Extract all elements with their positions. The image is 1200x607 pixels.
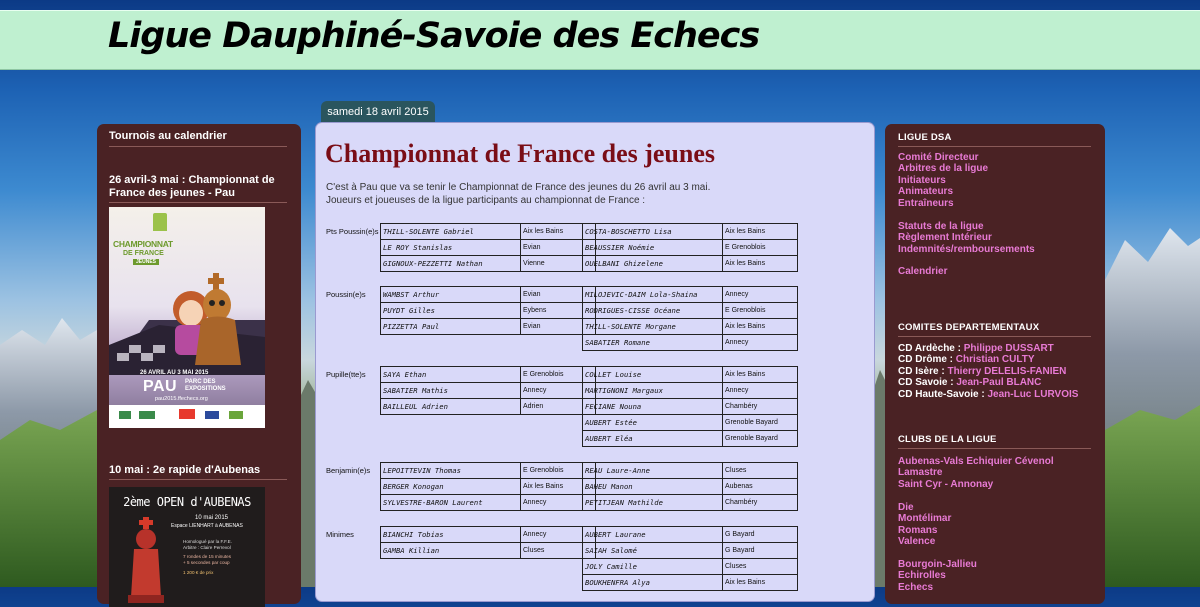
player-club: Grenoble Bayard: [723, 431, 798, 447]
player-club: Aix les Bains: [723, 224, 798, 240]
post-title[interactable]: Championnat de France des jeunes: [325, 139, 716, 168]
player-club: Cluses: [521, 543, 596, 559]
player-name: THILL-SOLENTE Morgane: [583, 319, 723, 335]
player-name: RODRIGUES-CISSE Océane: [583, 303, 723, 319]
player-row: [381, 224, 596, 240]
committee-haute-savoie: [898, 389, 1078, 400]
player-name: BAILLEUL Adrien: [381, 399, 521, 415]
player-row: [583, 383, 798, 399]
player-club: Cluses: [723, 559, 798, 575]
poster-dates: 26 AVRIL AU 3 MAI 2015: [140, 370, 209, 376]
left-sidebar: [97, 124, 301, 604]
player-name: SABATIER Mathis: [381, 383, 521, 399]
aubenas-date: 10 mai 2015: [195, 515, 229, 521]
committee-president-link[interactable]: Christian CULTY: [955, 354, 1035, 366]
link-arbitres[interactable]: Arbitres de la ligue: [898, 163, 989, 175]
player-row: [583, 240, 798, 256]
committee-label: CD Drôme :: [898, 354, 956, 366]
player-name: COLLET Louise: [583, 367, 723, 383]
player-club: Evian: [521, 240, 596, 256]
committee-drome: [898, 354, 1078, 365]
club-link[interactable]: Montélimar: [898, 513, 952, 525]
link-initiateurs[interactable]: Initiateurs: [898, 174, 946, 186]
player-club: E Grenoblois: [723, 240, 798, 256]
player-club: Aix les Bains: [521, 224, 596, 240]
aubenas-detail-2: Arbitre : Claire Perrevol: [183, 545, 231, 550]
post-intro: [326, 181, 786, 207]
ligue-links: [898, 152, 988, 209]
players-table-right: [582, 223, 798, 272]
player-name: BOUKHENFRA Alya: [583, 575, 723, 591]
player-club: E Grenoblois: [521, 367, 596, 383]
player-row: [381, 383, 596, 399]
link-animateurs[interactable]: Animateurs: [898, 186, 954, 198]
committee-isere: [898, 366, 1078, 377]
player-name: BAHEU Manon: [583, 479, 723, 495]
player-row: [381, 463, 596, 479]
ligue-docs-links: [898, 221, 1035, 255]
player-name: SAIAH Salomé: [583, 543, 723, 559]
section-heading-ligue: LIGUE DSA: [898, 132, 952, 143]
player-club: G Bayard: [723, 543, 798, 559]
category-label: Minimes: [326, 530, 354, 539]
player-name: BERGER Konogan: [381, 479, 521, 495]
player-row: [583, 335, 798, 351]
club-link[interactable]: Lamastre: [898, 467, 943, 479]
player-name: PUYDT Gilles: [381, 303, 521, 319]
chess-piece-artwork: [125, 517, 169, 607]
sponsor-logo-icon: [205, 411, 219, 419]
player-name: BIANCHI Tobias: [381, 527, 521, 543]
post-date-tab: samedi 18 avril 2015: [321, 101, 435, 124]
player-club: E Grenoblois: [723, 303, 798, 319]
category-label: Pts Poussin(e)s: [326, 227, 379, 236]
player-row: [583, 415, 798, 431]
club-link[interactable]: Valence: [898, 536, 936, 548]
player-club: Annecy: [723, 383, 798, 399]
aubenas-prize: 1 200 € de prix: [183, 570, 214, 575]
club-link[interactable]: Romans: [898, 524, 938, 536]
player-row: [583, 527, 798, 543]
club-link[interactable]: Die: [898, 502, 914, 513]
player-club: Vienne: [521, 256, 596, 272]
player-row: [381, 479, 596, 495]
divider: [109, 146, 287, 147]
site-header: [0, 10, 1200, 70]
category-label: Pupille(tte)s: [326, 370, 366, 379]
blog-post: [315, 122, 875, 602]
aubenas-details: [183, 539, 232, 576]
player-row: [583, 543, 798, 559]
sponsor-logo-icon: [179, 409, 195, 419]
player-club: Annecy: [521, 527, 596, 543]
poster-url: pau2015.ffechecs.org: [155, 396, 208, 402]
players-table-right: [582, 366, 798, 447]
player-club: Aubenas: [723, 479, 798, 495]
player-name: MILOJEVIC-DAIM Lola-Shaina: [583, 287, 723, 303]
poster-venue1: PARC DES: [185, 379, 216, 385]
player-row: [583, 495, 798, 511]
poster-artwork: [109, 265, 265, 370]
right-sidebar: [885, 124, 1105, 604]
link-comite-directeur[interactable]: Comité Directeur: [898, 152, 979, 163]
players-table-left: [380, 223, 596, 272]
club-link[interactable]: Saint Cyr - Annonay: [898, 478, 994, 490]
aubenas-poster-title: 2ème OPEN d'AUBENAS: [123, 495, 251, 509]
player-row: [583, 431, 798, 447]
committee-savoie: [898, 377, 1078, 388]
rook-logo-icon: [153, 213, 167, 231]
player-row: [583, 367, 798, 383]
player-row: [583, 463, 798, 479]
player-club: Chambéry: [723, 495, 798, 511]
player-row: [583, 287, 798, 303]
event-title-aubenas: 10 mai : 2e rapide d'Aubenas: [109, 464, 261, 476]
player-name: JOLY Camille: [583, 559, 723, 575]
player-row: [583, 479, 798, 495]
link-indemnites[interactable]: Indemnités/remboursements: [898, 243, 1035, 255]
player-name: MARTIGNONI Margaux: [583, 383, 723, 399]
committee-label: CD Ardèche :: [898, 343, 964, 354]
player-club: Eybens: [521, 303, 596, 319]
committee-president-link[interactable]: Thierry DELELIS-FANIEN: [947, 365, 1067, 377]
sponsor-strip: [109, 405, 265, 428]
link-statuts[interactable]: Statuts de la ligue: [898, 221, 984, 232]
divider: [109, 479, 287, 480]
championnat-poster[interactable]: [109, 207, 265, 428]
player-row: [381, 527, 596, 543]
player-row: [381, 367, 596, 383]
player-club: Annecy: [723, 335, 798, 351]
player-row: [381, 399, 596, 415]
committee-president-link[interactable]: Philippe DUSSART: [963, 343, 1054, 354]
aubenas-detail-3: 7 rondes de 15 minutes: [183, 554, 232, 559]
aubenas-detail-1: Homologué par la F.F.E.: [183, 539, 233, 544]
player-name: REAU Laure-Anne: [583, 463, 723, 479]
clubs-group-isere: [898, 559, 977, 593]
sponsor-logo-icon: [139, 411, 155, 419]
player-club: Aix les Bains: [723, 319, 798, 335]
player-club: Aix les Bains: [723, 367, 798, 383]
player-row: [381, 495, 596, 511]
committee-label: CD Savoie :: [898, 377, 957, 389]
players-table-right: [582, 526, 798, 591]
calendar-link-block: [898, 266, 947, 277]
poster-line1: CHAMPIONNAT: [113, 239, 173, 249]
player-club: Adrien: [521, 399, 596, 415]
divider: [898, 448, 1091, 449]
divider: [898, 336, 1091, 337]
player-club: Chambéry: [723, 399, 798, 415]
committee-president-link[interactable]: Jean-Luc LURVOIS: [987, 388, 1079, 400]
players-table-left: [380, 286, 596, 335]
player-row: [583, 303, 798, 319]
player-name: THILL-SOLENTE Gabriel: [381, 224, 521, 240]
player-name: PIZZETTA Paul: [381, 319, 521, 335]
aubenas-detail-4: + 5 secondes par coup: [183, 560, 230, 565]
player-club: E Grenoblois: [521, 463, 596, 479]
player-row: [583, 256, 798, 272]
player-row: [381, 256, 596, 272]
club-link[interactable]: Echecs: [898, 581, 934, 593]
club-link[interactable]: Bourgoin-Jallieu: [898, 559, 977, 570]
event-title-pau: 26 avril-3 mai : Championnat de France des jeunes - Pau: [109, 174, 275, 199]
player-club: Evian: [521, 319, 596, 335]
link-calendrier[interactable]: Calendrier: [898, 266, 948, 277]
player-row: [381, 287, 596, 303]
sponsor-logo-icon: [119, 411, 131, 419]
calendar-heading: Tournois au calendrier: [109, 130, 227, 142]
poster-venue: [185, 379, 226, 392]
player-club: Grenoble Bayard: [723, 415, 798, 431]
committee-label: CD Isère :: [898, 365, 948, 377]
players-table-right: [582, 286, 798, 351]
poster-line2: DE FRANCE: [123, 250, 164, 257]
player-name: COSTA-BOSCHETTO Lisa: [583, 224, 723, 240]
player-club: Annecy: [521, 495, 596, 511]
player-name: SABATIER Romane: [583, 335, 723, 351]
players-table-right: [582, 462, 798, 511]
poster-venue2: EXPOSITIONS: [185, 385, 226, 392]
player-club: Cluses: [723, 463, 798, 479]
player-club: Aix les Bains: [521, 479, 596, 495]
player-row: [381, 543, 596, 559]
players-table-left: [380, 526, 596, 559]
poster-line3: JEUNES: [133, 259, 159, 265]
aubenas-venue: Espace LIENHART à AUBENAS: [171, 523, 243, 529]
post-intro-line2: Joueurs et joueuses de la ligue participants au championnat de France :: [326, 195, 646, 206]
link-entraineurs[interactable]: Entraîneurs: [898, 197, 954, 209]
player-club: Evian: [521, 287, 596, 303]
player-club: Aix les Bains: [723, 575, 798, 591]
player-name: GAMBA Killian: [381, 543, 521, 559]
category-label: Benjamin(e)s: [326, 466, 371, 475]
divider: [898, 146, 1091, 147]
players-table-left: [380, 366, 596, 415]
player-name: AUBERT Eléa: [583, 431, 723, 447]
player-club: Aix les Bains: [723, 256, 798, 272]
divider: [109, 202, 287, 203]
player-name: OUELBANI Ghizelene: [583, 256, 723, 272]
players-table-left: [380, 462, 596, 511]
committee-label: CD Haute-Savoie :: [898, 388, 988, 400]
sponsor-logo-icon: [229, 411, 243, 419]
category-label: Poussin(e)s: [326, 290, 366, 299]
player-name: PETITJEAN Mathilde: [583, 495, 723, 511]
player-club: Annecy: [723, 287, 798, 303]
player-name: AUBERT Laurane: [583, 527, 723, 543]
player-club: Annecy: [521, 383, 596, 399]
player-row: [381, 240, 596, 256]
clubs-group-drome: [898, 502, 951, 548]
player-row: [583, 399, 798, 415]
poster-city: PAU: [143, 378, 178, 395]
player-name: GIGNOUX-PEZZETTI Nathan: [381, 256, 521, 272]
player-name: BEAUSSIER Noémie: [583, 240, 723, 256]
committee-president-link[interactable]: Jean-Paul BLANC: [956, 377, 1042, 389]
clubs-group-ardeche: [898, 456, 1054, 490]
club-link[interactable]: Echirolles: [898, 570, 946, 582]
player-name: WAMBST Arthur: [381, 287, 521, 303]
player-row: [583, 224, 798, 240]
player-name: FECIANE Nouna: [583, 399, 723, 415]
site-title[interactable]: Ligue Dauphiné-Savoie des Echecs: [108, 16, 760, 56]
player-name: SYLVESTRE-BARON Laurent: [381, 495, 521, 511]
section-heading-clubs: CLUBS DE LA LIGUE: [898, 434, 997, 445]
post-intro-line1: C'est à Pau que va se tenir le Championnat de France des jeunes du 26 avril au 3 mai.: [326, 182, 711, 193]
player-name: LE ROY Stanislas: [381, 240, 521, 256]
player-row: [583, 319, 798, 335]
player-name: AUBERT Estée: [583, 415, 723, 431]
committee-ardeche: [898, 343, 1078, 354]
player-row: [583, 575, 798, 591]
player-name: LEPOITTEVIN Thomas: [381, 463, 521, 479]
committees-list: [898, 343, 1078, 400]
player-club: G Bayard: [723, 527, 798, 543]
section-heading-comites: COMITES DEPARTEMENTAUX: [898, 322, 1040, 333]
club-link[interactable]: Aubenas-Vals Echiquier Cévenol: [898, 456, 1054, 467]
player-name: SAYA Ethan: [381, 367, 521, 383]
link-reglement[interactable]: Règlement Intérieur: [898, 232, 992, 244]
player-row: [381, 319, 596, 335]
player-row: [583, 559, 798, 575]
aubenas-poster[interactable]: [109, 487, 265, 607]
player-row: [381, 303, 596, 319]
